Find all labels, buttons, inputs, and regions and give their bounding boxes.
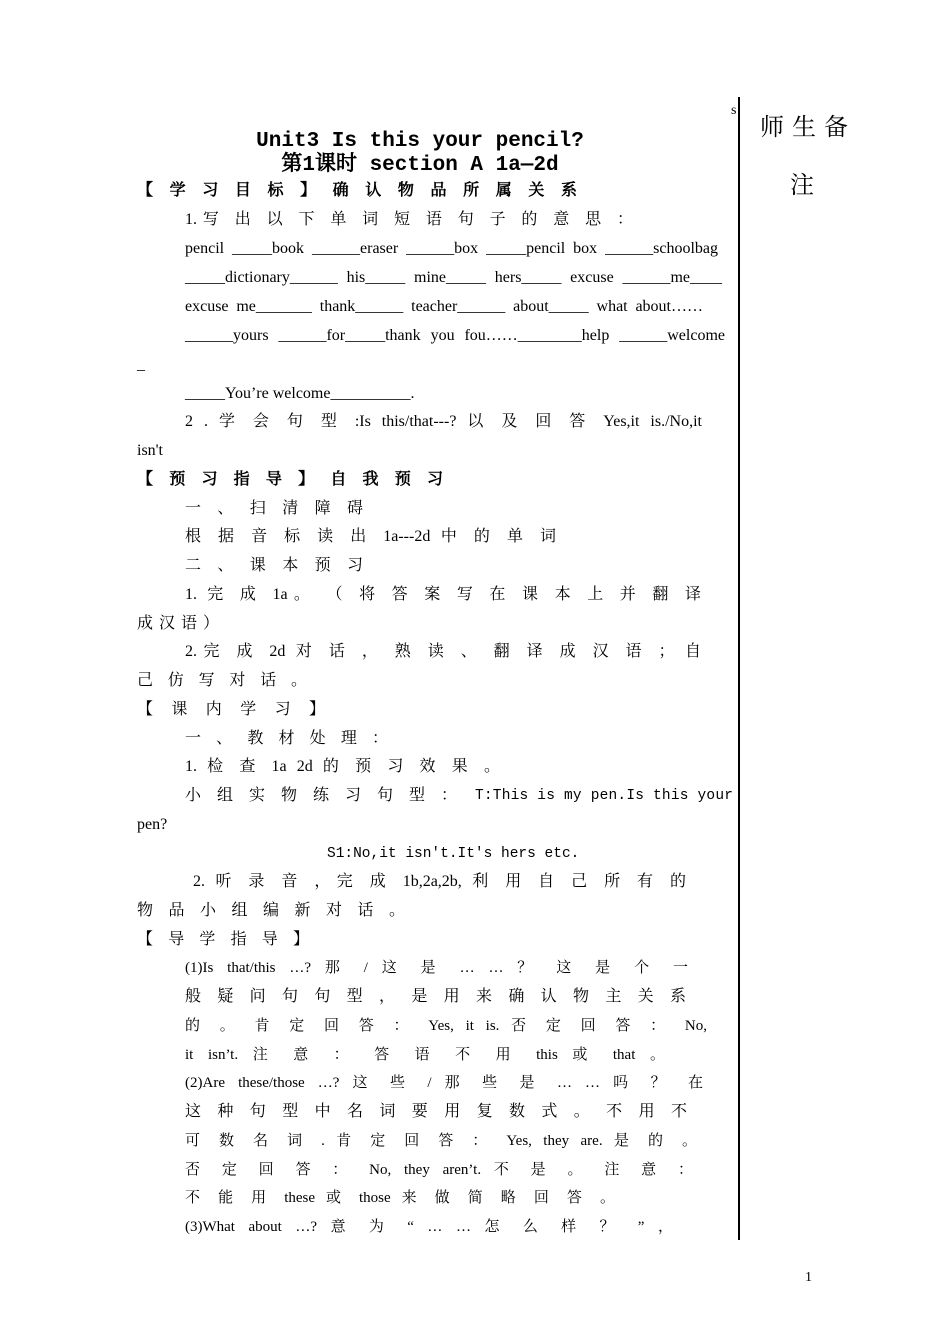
page-number: 1 <box>805 1270 812 1285</box>
preview-s2-item1-cont: 成 汉 语 ） <box>137 615 219 632</box>
guide-p2-line1: (2)Are these/those …? 这 些 / 那 些 是 … … 吗 ？ 在 <box>185 1075 703 1091</box>
guide-p1-line2: 般 疑 问 句 句 型 ， 是 用 来 确 认 物 主 关 系 <box>185 988 686 1005</box>
preview-section1: 一 、 扫 清 障 碍 <box>185 500 363 517</box>
vocab-line2: _____dictionary______ his_____ mine_____ hers_____ excuse ______me____ <box>185 269 722 286</box>
guide-p1-line1: (1)Is that/this …? 那 / 这 是 … … ？ 这 是 个 一 <box>185 960 688 976</box>
side-note-line1: 师生备 <box>760 115 856 141</box>
vocab-line5: _____You’re welcome__________. <box>185 385 415 402</box>
preview-s2-item1: 1. 完 成 1a。 （ 将 答 案 写 在 课 本 上 并 翻 译 <box>185 586 701 603</box>
inclass-item1: 1. 检 查 1a 2d 的 预 习 效 果 。 <box>185 758 500 775</box>
goals-heading: 【 学 习 目 标 】 确 认 物 品 所 属 关 系 <box>137 182 577 199</box>
guide-p2-line3: 可 数 名 词 . 肯 定 回 答 ： Yes, they are. 是 的 。 <box>185 1133 697 1149</box>
preview-section2: 二 、 课 本 预 习 <box>185 557 363 574</box>
inclass-item1-text-en: T:This is my pen.Is this your <box>475 788 734 804</box>
inclass-item1-cont: pen? <box>137 816 168 833</box>
vocab-line1: pencil _____book ______eraser ______box _____pencil box ______schoolbag <box>185 240 718 257</box>
guide-p2-line5: 不 能 用 these 或 those 来 做 简 略 回 答 。 <box>185 1190 615 1206</box>
guide-p2-line4: 否 定 回 答 ： No, they aren’t. 不 是 。 注 意 ： <box>185 1162 693 1178</box>
inclass-item2: 2. 听 录 音 ，完 成 1b,2a,2b, 利 用 自 己 所 有 的 <box>193 873 686 890</box>
preview-s2-item2: 2.完 成 2d 对 话 ， 熟 读 、 翻 译 成 汉 语 ； 自 <box>185 643 701 660</box>
preview-heading: 【 预 习 指 导 】 自 我 预 习 <box>137 471 443 488</box>
title-line2: 第1课时 section A 1a—2d <box>281 154 559 177</box>
guide-p3-line1: (3)What about …? 意 为 “ … … 怎 么 样 ？ ” ， <box>185 1219 673 1235</box>
inclass-section1: 一 、 教 材 处 理 ： <box>185 730 388 747</box>
preview-s2-item2-cont: 己 仿 写 对 话 。 <box>137 672 307 689</box>
margin-divider <box>738 97 740 1240</box>
preview-section1-text: 根 据 音 标 读 出 1a---2d 中 的 单 词 <box>185 528 556 545</box>
vocab-line4: ______yours ______for_____thank you fou……________help ______welcome <box>185 327 725 344</box>
corner-mark: s <box>731 103 737 118</box>
goals-item1: 1.写 出 以 下 单 词 短 语 句 子 的 意 思 ： <box>185 211 633 228</box>
guide-p1-line3: 的 。 肯 定 回 答 ： Yes, it is. 否 定 回 答 ： No, <box>185 1018 707 1034</box>
title-line1: Unit3 Is this your pencil? <box>256 130 584 153</box>
inclass-item2-cont: 物 品 小 组 编 新 对 话 。 <box>137 902 405 919</box>
goals-item2: 2 . 学 会 句 型 :Is this/that---? 以 及 回 答 Yes,it is./No,it <box>185 413 702 430</box>
inclass-heading: 【 课 内 学 习 】 <box>137 701 325 718</box>
guide-p1-line4: it isn’t. 注 意 ： 答 语 不 用 this 或 that 。 <box>185 1047 665 1063</box>
inclass-item1-text-cn: 小 组 实 物 练 习 句 型 ： <box>185 787 457 804</box>
vocab-line3: excuse me_______ thank______ teacher______ about_____ what about…… <box>185 298 703 315</box>
inclass-student-answer: S1:No,it isn't.It's hers etc. <box>327 846 580 862</box>
vocab-line4-cont: _ <box>137 356 145 373</box>
side-note-line2: 注 <box>790 173 822 199</box>
goals-item2-cont: isn't <box>137 442 163 459</box>
guide-heading: 【 导 学 指 导 】 <box>137 931 309 948</box>
guide-p2-line2: 这 种 句 型 中 名 词 要 用 复 数 式 。 不 用 不 <box>185 1103 687 1120</box>
